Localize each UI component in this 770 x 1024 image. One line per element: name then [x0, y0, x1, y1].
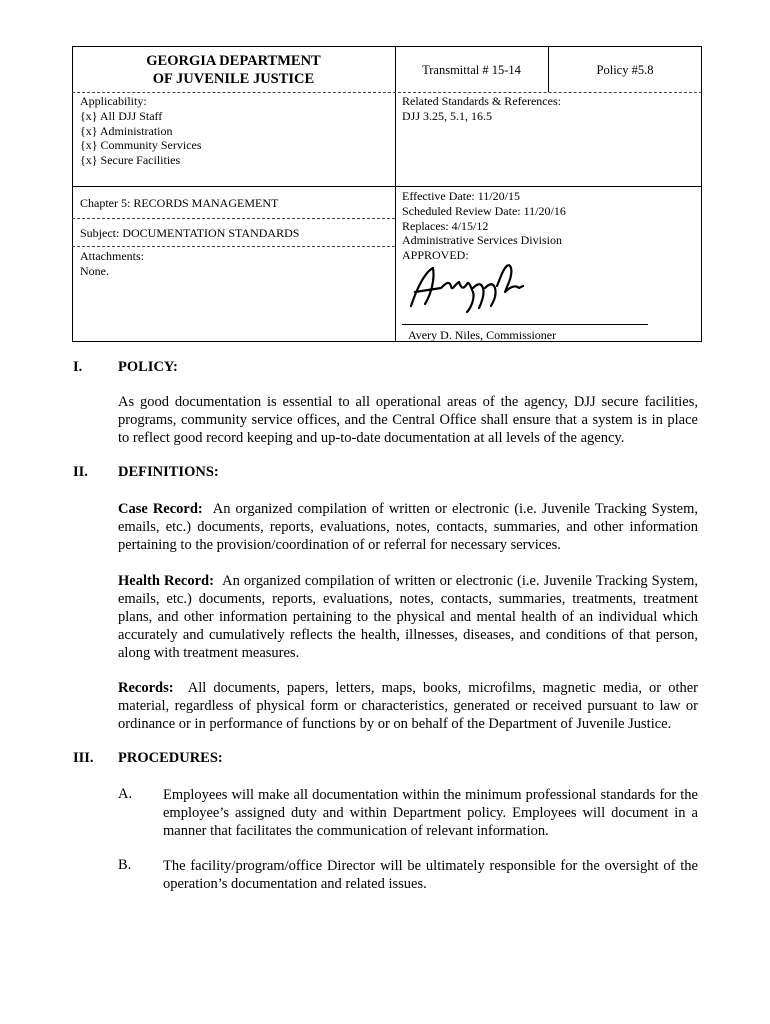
commissioner-signature — [405, 258, 530, 316]
references-value: DJJ 3.25, 5.1, 16.5 — [402, 108, 493, 123]
definition-text: An organized compilation of written or electronic (i.e. Juvenile Tracking System, emails, etc.) documents, reports, evaluations, notes, contacts, summaries, treatments, treatment plans, and other information pertaining to the physical and mental health of an individual which accurately and cumulatively reflects the health, illnesses, diseases, and conditions of that person, along with treatment measures. — [118, 573, 699, 661]
procedure-item: Employees will make all documentation within the minimum professional standards for the employee’s assigned duty and within Department policy. Employees will document in a manner that facilitates the communication of relevant information. — [163, 787, 698, 839]
definition-term: Health Record: — [118, 573, 214, 589]
header-divider-vertical — [395, 46, 396, 342]
agency-title-line2: OF JUVENILE JUSTICE — [152, 71, 315, 87]
header-divider-chapter — [72, 218, 395, 219]
definition-term: Case Record: — [118, 501, 203, 517]
agency-title-line1: GEORGIA DEPARTMENT — [146, 53, 321, 69]
references-block — [402, 94, 697, 124]
signature-line — [402, 324, 648, 325]
applicability-list — [80, 109, 390, 168]
section-number: I. — [73, 359, 83, 375]
section-title-definitions: DEFINITIONS: — [118, 464, 219, 480]
approved-label: APPROVED: — [402, 248, 469, 263]
definition-case-record — [118, 500, 698, 554]
section-title-procedures: PROCEDURES: — [118, 750, 223, 766]
definition-term: Records: — [118, 680, 174, 696]
references-label: Related Standards & References: — [402, 94, 561, 108]
attachments-label: Attachments: — [80, 249, 144, 263]
replaces-date: Replaces: 4/15/12 — [402, 218, 489, 233]
review-date: Scheduled Review Date: 11/20/16 — [402, 203, 566, 218]
applicability-item: {x} Administration — [80, 123, 173, 138]
subject-line: Subject: DOCUMENTATION STANDARDS — [80, 226, 300, 240]
attachments-value: None. — [80, 263, 109, 278]
section-title-policy: POLICY: — [118, 359, 178, 375]
transmittal-number: Transmittal # 15-14 — [422, 63, 521, 77]
signer-name: Avery D. Niles, Commissioner — [408, 328, 557, 342]
attachments-block — [80, 249, 390, 279]
applicability-item: {x} All DJJ Staff — [80, 108, 163, 123]
procedure-letter: B. — [118, 857, 132, 873]
header-divider-row2 — [72, 186, 702, 187]
definition-health-record — [118, 572, 698, 662]
section-number: II. — [73, 464, 88, 480]
policy-text: As good documentation is essential to all operational areas of the agency, DJJ secure facilities, programs, community service offices, and the Central Office shall ensure that a system is in place to reflect good record keeping and up-to-date documentation at all levels of the agency. — [118, 394, 698, 446]
applicability-block — [80, 94, 390, 168]
policy-number: Policy #5.8 — [596, 63, 654, 77]
effective-date: Effective Date: 11/20/15 — [402, 189, 520, 203]
applicability-item: {x} Secure Facilities — [80, 153, 181, 168]
header-divider-subject — [72, 246, 395, 247]
applicability-label: Applicability: — [80, 94, 147, 108]
procedure-letter: A. — [118, 786, 133, 802]
header-divider-row1 — [72, 92, 702, 93]
division: Administrative Services Division — [402, 233, 562, 248]
procedure-item: The facility/program/office Director will be ultimately responsible for the oversight of the operation’s documentation and related issues. — [163, 858, 698, 892]
section-number: III. — [73, 750, 94, 766]
agency-title — [72, 52, 395, 88]
dates-block — [402, 189, 697, 263]
definition-text: An organized compilation of written or electronic (i.e. Juvenile Tracking System, emails, etc.) documents, reports, evaluations, notes, contacts, summaries, and other information pertaining to the provision/coordination of or referral for necessary services. — [118, 501, 699, 553]
definition-text: All documents, papers, letters, maps, books, microfilms, magnetic media, or other material, regardless of physical form or characteristics, generated or received pursuant to law or ordinance or in performance of functions by or on behalf of the Department of Juvenile Justice. — [118, 680, 698, 732]
applicability-item: {x} Community Services — [80, 138, 202, 153]
chapter-line: Chapter 5: RECORDS MANAGEMENT — [80, 196, 279, 210]
definition-records — [118, 679, 698, 733]
